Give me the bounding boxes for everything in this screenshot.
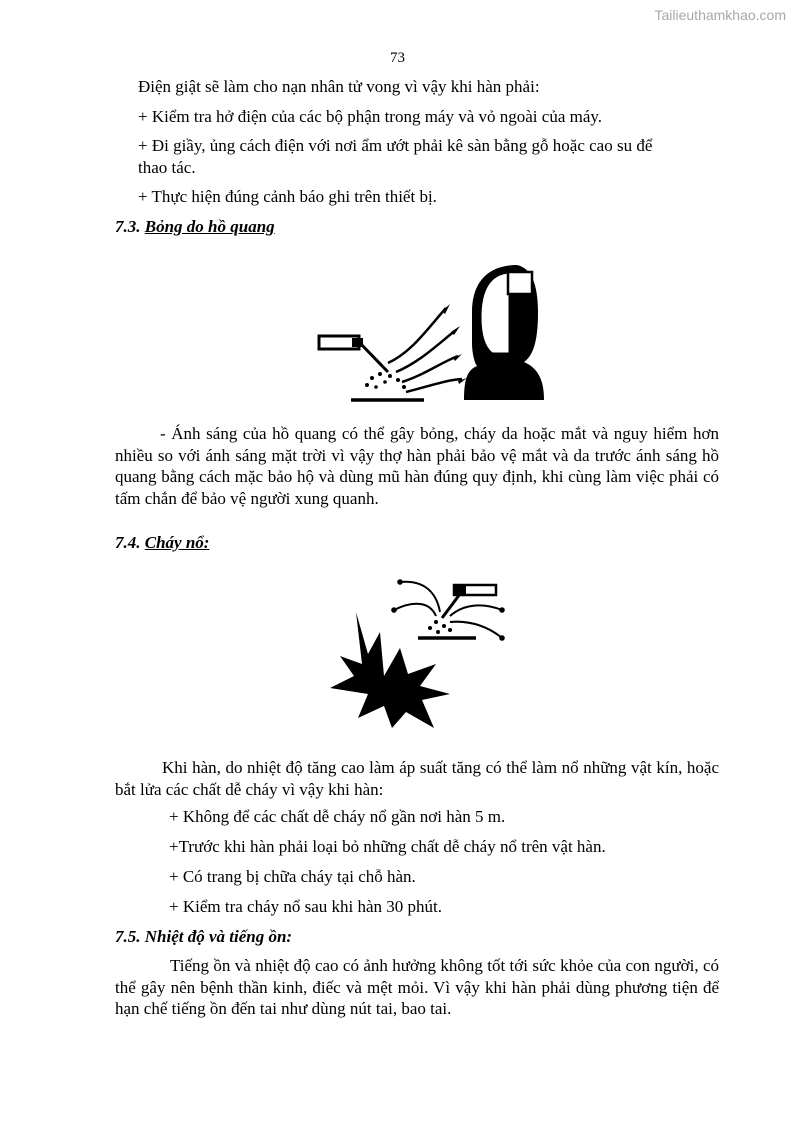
section-title: Bỏng do hồ quang — [144, 217, 275, 236]
intro-item: + Thực hiện đúng cảnh báo ghi trên thiết bị. — [138, 187, 437, 206]
section-7-4-paragraph: Khi hàn, do nhiệt độ tăng cao làm áp suất tăng có thể làm nổ những vật kín, hoặc bắt lửa các chất dễ cháy vì vậy khi hàn: — [115, 758, 719, 799]
section-title: Cháy nổ: — [144, 533, 210, 552]
section-7-4-item: + Không để các chất dễ cháy nổ gần nơi hàn 5 m. — [169, 807, 506, 826]
section-heading-7-5: 7.5. Nhiệt độ và tiếng ồn: — [115, 927, 293, 946]
watermark: Tailieuthamkhao.com — [654, 7, 786, 23]
section-7-4-item: +Trước khi hàn phải loại bỏ những chất dễ cháy nổ trên vật hàn. — [169, 837, 606, 856]
intro-item: + Đi giầy, ủng cách điện với nơi ẩm ướt phải kê sàn bằng gỗ hoặc cao su để — [138, 136, 653, 155]
section-7-5-paragraph: Tiếng ồn và nhiệt độ cao có ảnh hưởng không tốt tới sức khỏe của con người, có thể gây nên bệnh thần kinh, điếc và mệt mỏi. Vì vậy khi hàn phải dùng phương tiện để hạn chế tiếng ồn đến tai như dùng nút tai, bao tai. — [115, 956, 719, 1018]
section-number: 7.4. — [115, 533, 141, 552]
section-heading-7-3 — [115, 216, 275, 238]
section-heading-7-4 — [115, 532, 209, 554]
section-number: 7.3. — [115, 217, 141, 236]
section-7-3-paragraph: - Ánh sáng của hồ quang có thể gây bỏng, cháy da hoặc mắt và nguy hiểm hơn nhiều so với ánh sáng mặt trời vì vậy thợ hàn phải bảo vệ mắt và da trước ánh sáng hồ quang bằng cách mặc bảo hộ và dùng mũ hàn đúng quy định, khi cùng làm việc phải có tấm chắn để bảo vệ người xung quanh. — [115, 424, 719, 508]
welding-explosion-icon — [326, 576, 516, 731]
section-7-4-item: + Có trang bị chữa cháy tại chỗ hàn. — [169, 867, 416, 886]
intro-item: + Kiểm tra hở điện của các bộ phận trong máy và vỏ ngoài của máy. — [138, 107, 603, 126]
section-7-4-item: + Kiểm tra cháy nổ sau khi hàn 30 phút. — [169, 897, 443, 916]
page-number: 73 — [390, 50, 405, 66]
intro-item: thao tác. — [138, 158, 196, 177]
welding-arc-burn-icon — [312, 262, 552, 412]
intro-lead: Điện giật sẽ làm cho nạn nhân tử vong vì vậy khi hàn phải: — [138, 77, 540, 96]
